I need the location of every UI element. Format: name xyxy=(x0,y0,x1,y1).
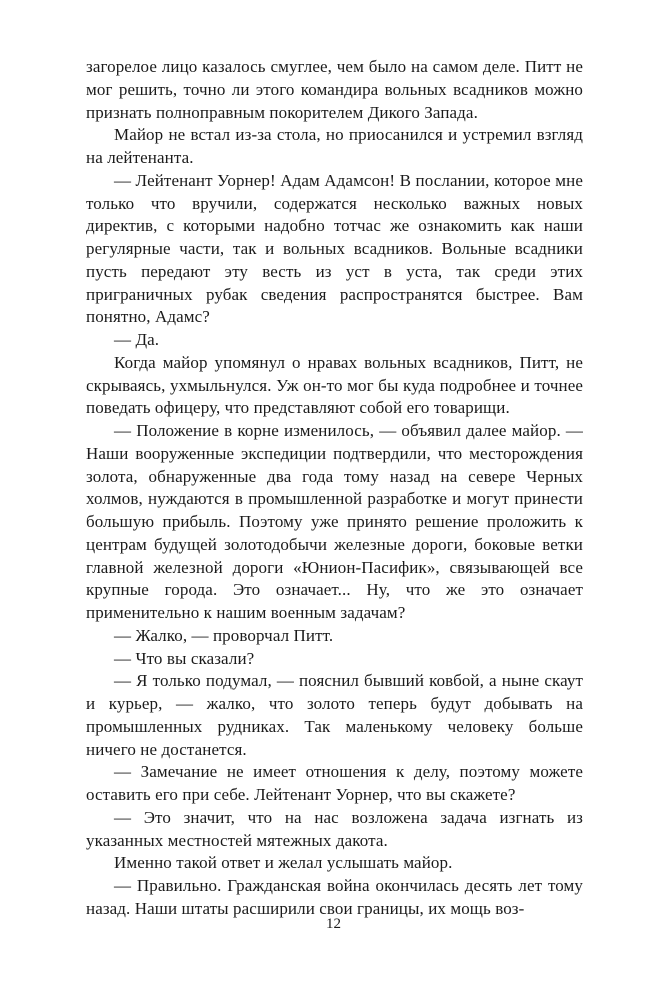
paragraph: загорелое лицо казалось смуглее, чем было на самом деле. Питт не мог решить, точно ли этого командира вольных всадников можно признать полноправным покорителем Дикого Запада. xyxy=(86,57,583,122)
page-number: 12 xyxy=(326,916,341,932)
paragraph: Когда майор упомянул о нравах вольных всадников, Питт, не скрываясь, ухмыльнулся. Уж он-то мог бы куда подробнее и точнее поведать офицеру, что представляют собой его товарищи. xyxy=(86,352,583,418)
paragraph: — Да. xyxy=(114,330,160,349)
paragraph: — Правильно. Гражданская война окончилась десять лет тому назад. Наши штаты расширили свои границы, их мощь воз- xyxy=(86,876,583,918)
paragraph: — Лейтенант Уорнер! Адам Адамсон! В послании, которое мне только что вручили, содержатся несколько важных новых директив, с которыми надобно тотчас же ознакомить как наши регулярные части, так и вольных всадников. Вольные всадники пусть передают эту весть из уст в уста, так среди этих приграничных рубак сведения распространятся быстрее. Вам понятно, Адамс? xyxy=(86,170,583,327)
paragraph: — Я только подумал, — пояснил бывший ковбой, а ныне скаут и курьер, — жалко, что золото теперь будут добывать на промышленных рудниках. Так маленькому человеку больше ничего не достанется. xyxy=(86,671,583,759)
paragraph: — Замечание не имеет отношения к делу, поэтому можете оставить его при себе. Лейтенант Уорнер, что вы скажете? xyxy=(86,762,583,804)
paragraph: — Положение в корне изменилось, — объявил далее майор. — Наши вооруженные экспедиции подтвердили, что месторождения золота, обнаруженные два года тому назад на севере Черных холмов, нуждаются в промышленной разработке и могут принести большую прибыль. Поэтому уже принято решение проложить к центрам будущей золотодобычи железные дороги, боковые ветки главной железной дороги «Юнион-Пасифик», связывающей все крупные города. Это означает... Ну, что же это означает применительно к нашим военным задачам? xyxy=(86,421,583,622)
paragraph: — Что вы сказали? xyxy=(114,648,255,668)
paragraph: Именно такой ответ и желал услышать майор. xyxy=(114,853,453,873)
paragraph: — Это значит, что на нас возложена задача изгнать из указанных местностей мятежных дакота. xyxy=(86,807,583,850)
paragraph: — Жалко, — проворчал Питт. xyxy=(114,625,334,645)
page-text xyxy=(86,56,583,921)
paragraph: Майор не встал из-за стола, но приосанился и устремил взгляд на лейтенанта. xyxy=(86,125,583,167)
